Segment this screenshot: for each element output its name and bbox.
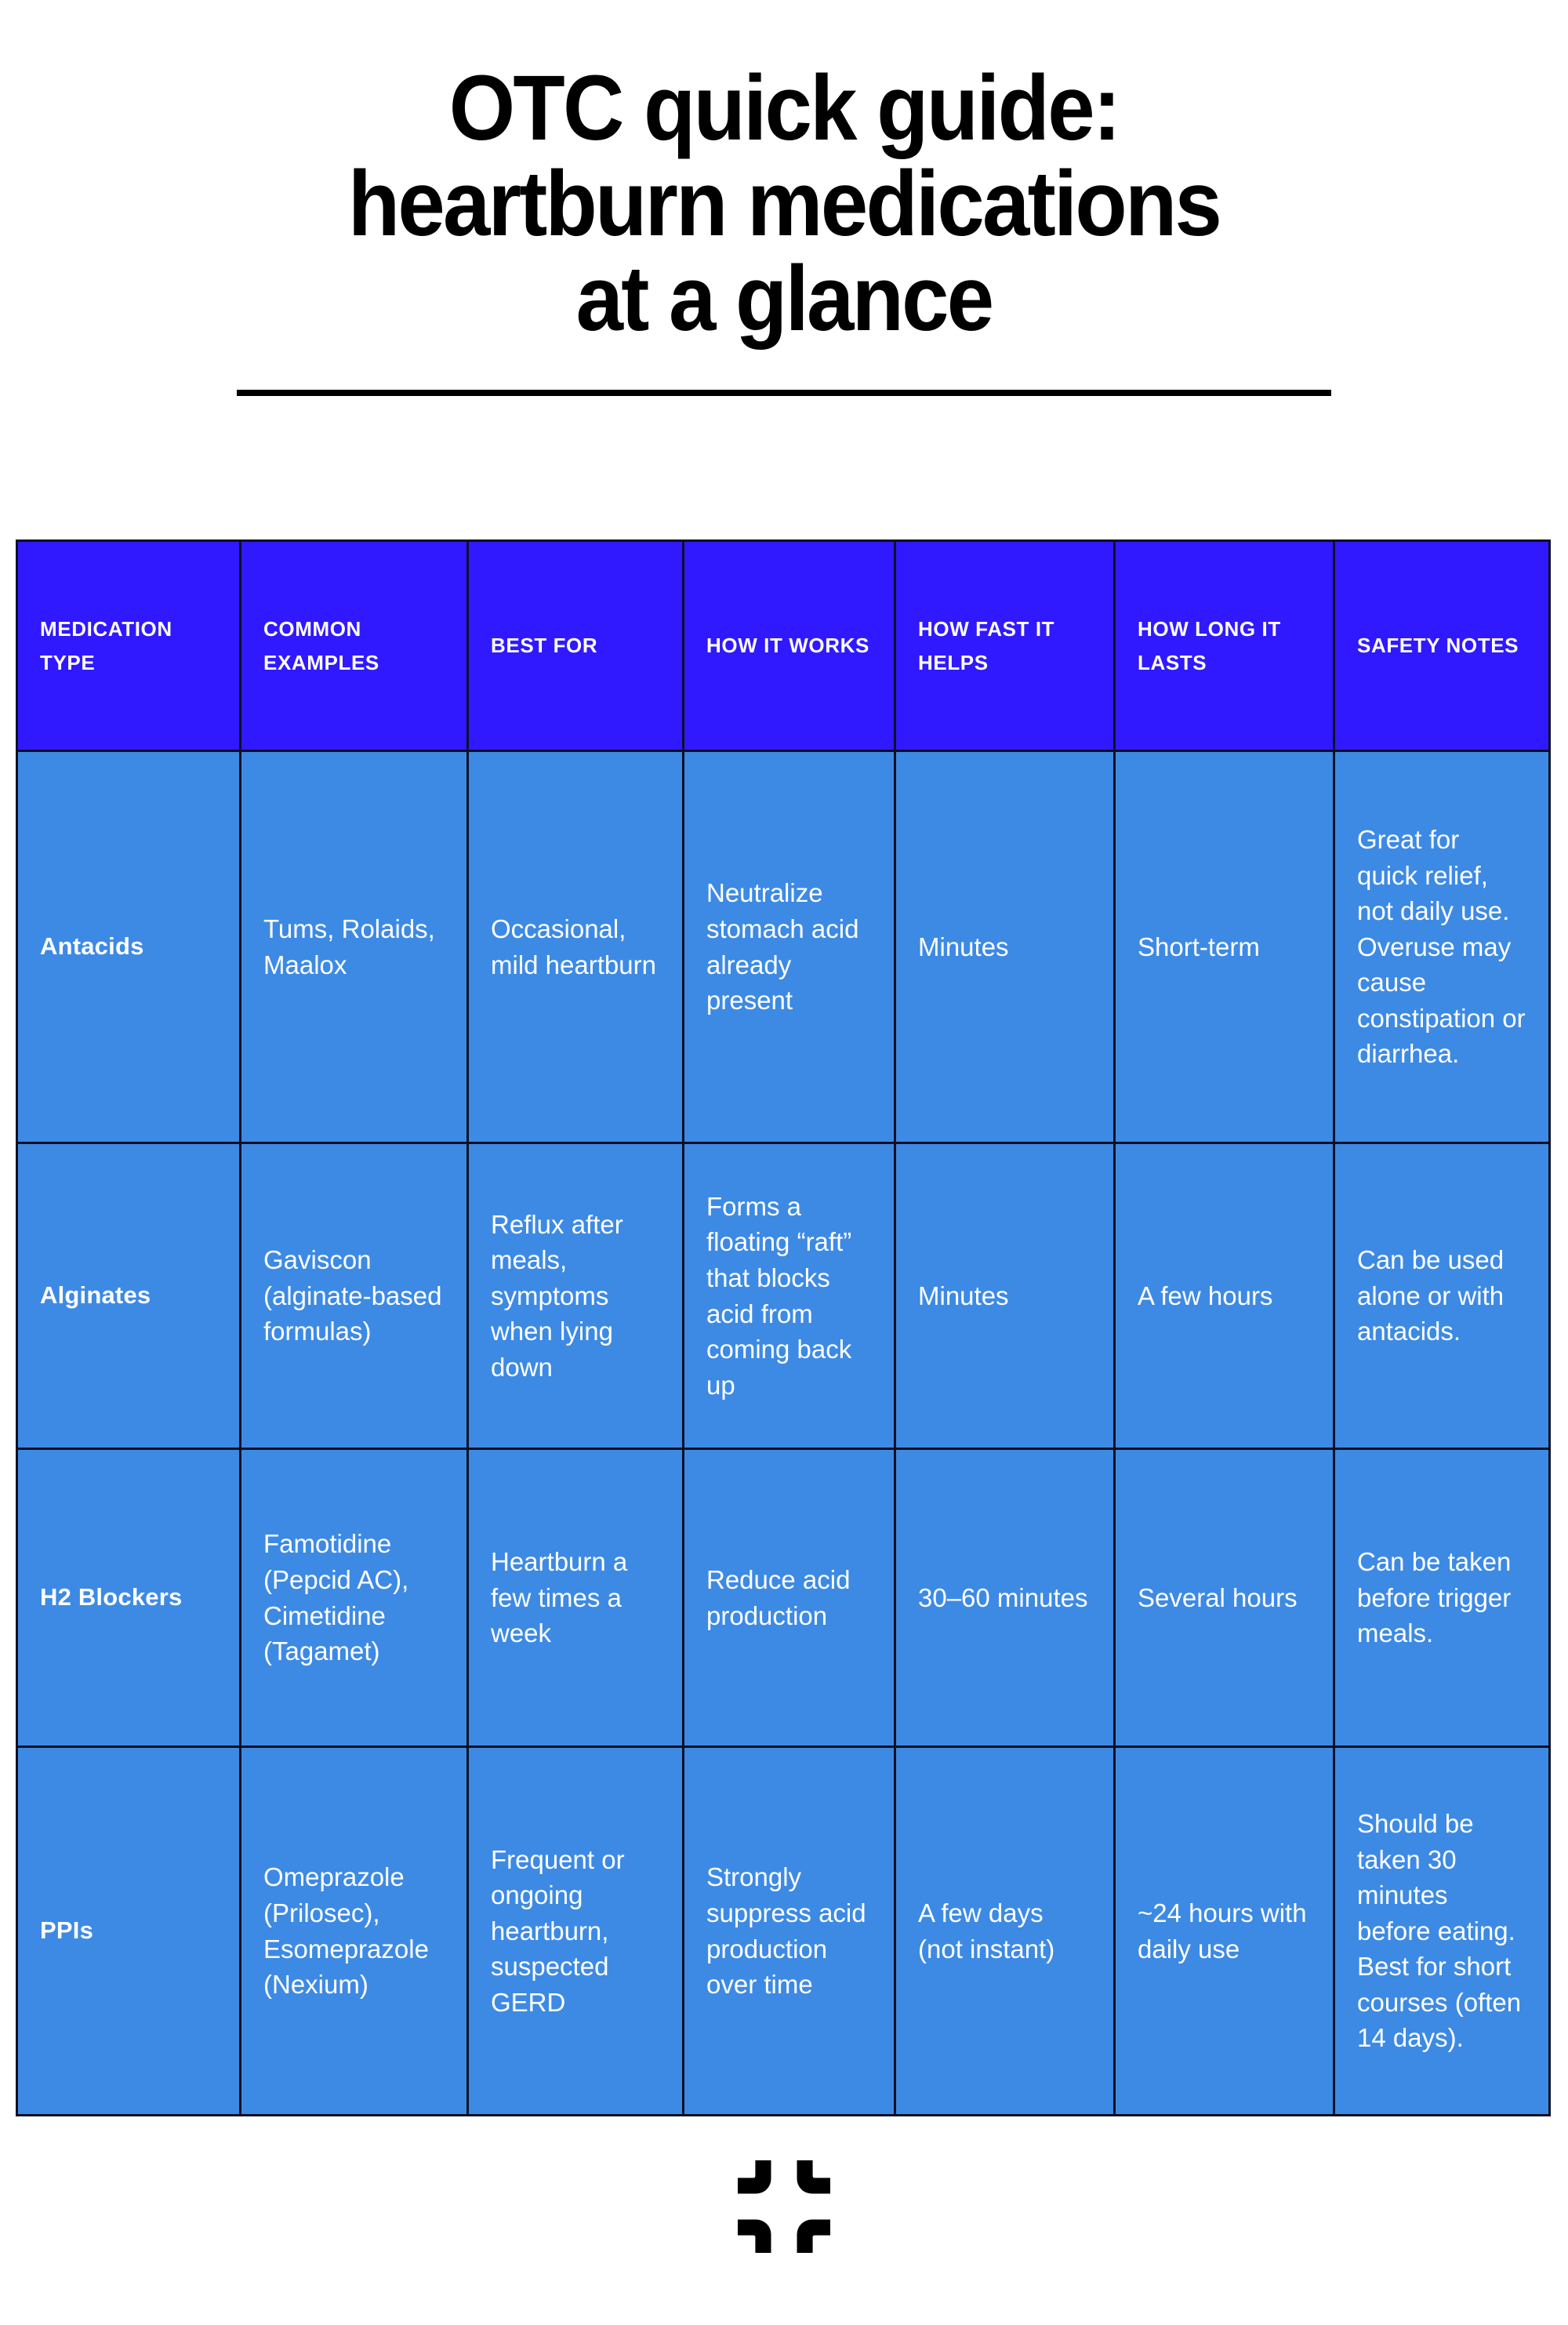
- cell-how-long-it-lasts: Several hours: [1115, 1449, 1334, 1747]
- title-divider: [237, 390, 1331, 396]
- footer: [0, 2160, 1568, 2253]
- column-header-common-examples: COMMON EXAMPLES: [241, 541, 468, 751]
- cell-how-fast-it-helps: 30–60 minutes: [895, 1449, 1115, 1747]
- page-title-line-2: heartburn medications: [347, 151, 1221, 256]
- cell-how-long-it-lasts: ~24 hours with daily use: [1115, 1747, 1334, 2116]
- cell-medication-type: PPIs: [17, 1747, 241, 2116]
- table-header-row: [17, 541, 1550, 751]
- cell-best-for: Occasional, mild heartburn: [468, 751, 684, 1143]
- cell-common-examples: Omeprazole (Prilosec), Esomeprazole (Nexium): [241, 1747, 468, 2116]
- cell-how-fast-it-helps: A few days (not instant): [895, 1747, 1115, 2116]
- table-header: [17, 541, 1550, 751]
- page-title: [221, 56, 1346, 351]
- cell-common-examples: Tums, Rolaids, Maalox: [241, 751, 468, 1143]
- column-header-best-for: BEST FOR: [468, 541, 684, 751]
- cell-best-for: Heartburn a few times a week: [468, 1449, 684, 1747]
- cell-safety-notes: Should be taken 30 minutes before eating. Best for short courses (often 14 days).: [1334, 1747, 1550, 2116]
- cell-how-it-works: Strongly suppress acid production over time: [684, 1747, 895, 2116]
- cell-safety-notes: Can be taken before trigger meals.: [1334, 1449, 1550, 1747]
- cell-how-it-works: Forms a floating “raft” that blocks acid from coming back up: [684, 1143, 895, 1449]
- cell-how-fast-it-helps: Minutes: [895, 1143, 1115, 1449]
- page-title-line-1: OTC quick guide:: [448, 56, 1120, 160]
- title-block: [0, 0, 1568, 396]
- comparison-table-wrapper: [16, 539, 1548, 2116]
- cell-medication-type: Antacids: [17, 751, 241, 1143]
- cell-how-it-works: Reduce acid production: [684, 1449, 895, 1747]
- cell-common-examples: Gaviscon (alginate-based formulas): [241, 1143, 468, 1449]
- cell-medication-type: H2 Blockers: [17, 1449, 241, 1747]
- table-row: [17, 751, 1550, 1143]
- cell-safety-notes: Great for quick relief, not daily use. Overuse may cause constipation or diarrhea.: [1334, 751, 1550, 1143]
- table-body: [17, 751, 1550, 2116]
- column-header-how-long-it-lasts: HOW LONG IT LASTS: [1115, 541, 1334, 751]
- page-title-line-3: at a glance: [575, 247, 993, 351]
- cell-how-it-works: Neutralize stomach acid already present: [684, 751, 895, 1143]
- column-header-how-fast-it-helps: HOW FAST IT HELPS: [895, 541, 1115, 751]
- column-header-how-it-works: HOW IT WORKS: [684, 541, 895, 751]
- cell-how-fast-it-helps: Minutes: [895, 751, 1115, 1143]
- medication-comparison-table: [16, 539, 1551, 2116]
- cell-best-for: Reflux after meals, symptoms when lying down: [468, 1143, 684, 1449]
- table-row: [17, 1143, 1550, 1449]
- table-row: [17, 1449, 1550, 1747]
- cell-safety-notes: Can be used alone or with antacids.: [1334, 1143, 1550, 1449]
- table-row: [17, 1747, 1550, 2116]
- cell-how-long-it-lasts: Short-term: [1115, 751, 1334, 1143]
- cell-common-examples: Famotidine (Pepcid AC), Cimetidine (Tagamet): [241, 1449, 468, 1747]
- cell-best-for: Frequent or ongoing heartburn, suspected GERD: [468, 1747, 684, 2116]
- column-header-safety-notes: SAFETY NOTES: [1334, 541, 1550, 751]
- column-header-medication-type: MEDICATION TYPE: [17, 541, 241, 751]
- cell-medication-type: Alginates: [17, 1143, 241, 1449]
- cross-plus-logo-icon: [738, 2160, 830, 2253]
- cell-how-long-it-lasts: A few hours: [1115, 1143, 1334, 1449]
